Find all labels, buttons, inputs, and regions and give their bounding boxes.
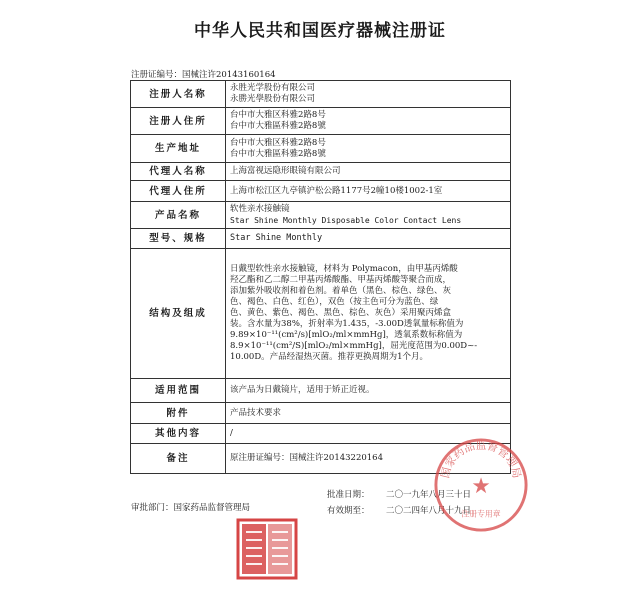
label-composition: 结构及组成 (131, 249, 226, 379)
value-registrant (226, 81, 511, 108)
label-product-name: 产品名称 (131, 202, 226, 229)
row-composition (131, 249, 511, 379)
valid-until-label: 有效期至： (327, 506, 370, 516)
composition-line: 日戴型软性亲水接触镜，材料为 Polymacon，由甲基丙烯酸 (230, 264, 458, 274)
production-address-line: 台中市大雅区科雅2路8号 (230, 137, 326, 148)
approver-value: 国家药品监督管理局 (173, 503, 251, 513)
value-registrant-address (226, 108, 511, 135)
label-other: 其他内容 (131, 424, 226, 444)
production-address-line: 台中市大雅區科雅2路8號 (230, 148, 326, 159)
label-registrant-address: 注册人住所 (131, 108, 226, 135)
registration-number-label: 注册证编号： (131, 70, 183, 80)
seal-round-text: 国家药品监督管理局 (438, 438, 524, 480)
seal-round-sub: 注册专用章 (461, 509, 501, 519)
valid-until-value: 二〇二四年八月十九日 (386, 506, 472, 516)
row-model (131, 229, 511, 249)
row-agent (131, 163, 511, 181)
composition-line: 装。含水量为38%，折射率为1.435，-3.00D透氧量标称值为 (230, 319, 464, 329)
registrant-address-line: 台中市大雅區科雅2路8號 (230, 121, 326, 131)
round-seal-icon (432, 436, 530, 534)
composition-line: 羟乙酯和乙二醇二甲基丙烯酸酯、甲基丙烯酸等聚合而成， (230, 275, 452, 285)
composition-line: 9.89×10⁻¹¹(cm²/s)[mlO₂/ml×mmHg]，透氧系数标称值为 (230, 330, 463, 340)
approver-label: 审批部门： (131, 503, 174, 513)
registrant-line: 永胜光学股份有限公司 (230, 83, 316, 93)
registrant-address-line: 台中市大雅区科雅2路8号 (230, 110, 326, 120)
composition-line: 色、黄色、紫色、褐色、黑色、棕色、灰色）采用聚丙烯盒 (230, 308, 452, 318)
row-product-name (131, 202, 511, 229)
label-production-address: 生产地址 (131, 135, 226, 163)
registration-number (131, 68, 276, 80)
product-name-en: Star Shine Monthly Disposable Color Contact Lens (230, 216, 462, 225)
approval-date-label: 批准日期： (327, 490, 370, 500)
value-other: / (226, 424, 511, 444)
row-attachment (131, 403, 511, 424)
label-remarks: 备注 (131, 444, 226, 474)
value-remarks: 原注册证编号：国械注许20143220164 (226, 444, 511, 474)
composition-line: 色、褐色、白色、红色），双色（按主色可分为蓝色、绿 (230, 297, 439, 307)
value-agent-address: 上海市松江区九亭镇沪松公路1177号2幢10楼1002-1室 (226, 181, 511, 202)
square-seal-icon (236, 518, 298, 580)
label-attachment: 附件 (131, 403, 226, 424)
composition-line: 10.00D。产品经湿热灭菌。推荐更换周期为1个月。 (230, 352, 429, 362)
row-registrant-address (131, 108, 511, 135)
composition-line: 添加紫外吸收剂和着色剂。着单色（黑色、棕色、绿色、灰 (230, 286, 452, 296)
value-scope: 该产品为日戴镜片，适用于矫正近视。 (226, 379, 511, 403)
approver (131, 501, 250, 513)
registrant-line: 永勝光學股份有限公司 (230, 94, 316, 104)
label-agent: 代理人名称 (131, 163, 226, 181)
label-agent-address: 代理人住所 (131, 181, 226, 202)
registration-table (130, 80, 511, 474)
row-agent-address (131, 181, 511, 202)
value-attachment: 产品技术要求 (226, 403, 511, 424)
seal-star-icon: ★ (471, 473, 491, 499)
value-production-address (226, 135, 511, 163)
composition-line: 8.9×10⁻¹¹(cm²/S)[mlO₂/ml×mmHg]，屈光度范围为0.00D~- (230, 341, 478, 351)
row-scope (131, 379, 511, 403)
label-scope: 适用范围 (131, 379, 226, 403)
value-agent: 上海富视远隐形眼镜有限公司 (226, 163, 511, 181)
approval-date-value: 二〇一九年八月三十日 (386, 490, 472, 500)
registration-number-value: 国械注许20143160164 (182, 70, 276, 80)
document-title: 中华人民共和国医疗器械注册证 (194, 21, 446, 41)
value-composition (226, 249, 511, 379)
label-registrant: 注册人名称 (131, 81, 226, 108)
label-model: 型号、规格 (131, 229, 226, 249)
product-name-cn: 软性亲水接触镜 (230, 204, 290, 214)
value-product-name (226, 202, 511, 229)
value-model: Star Shine Monthly (226, 229, 511, 249)
row-registrant (131, 81, 511, 108)
row-production-address (131, 135, 511, 163)
